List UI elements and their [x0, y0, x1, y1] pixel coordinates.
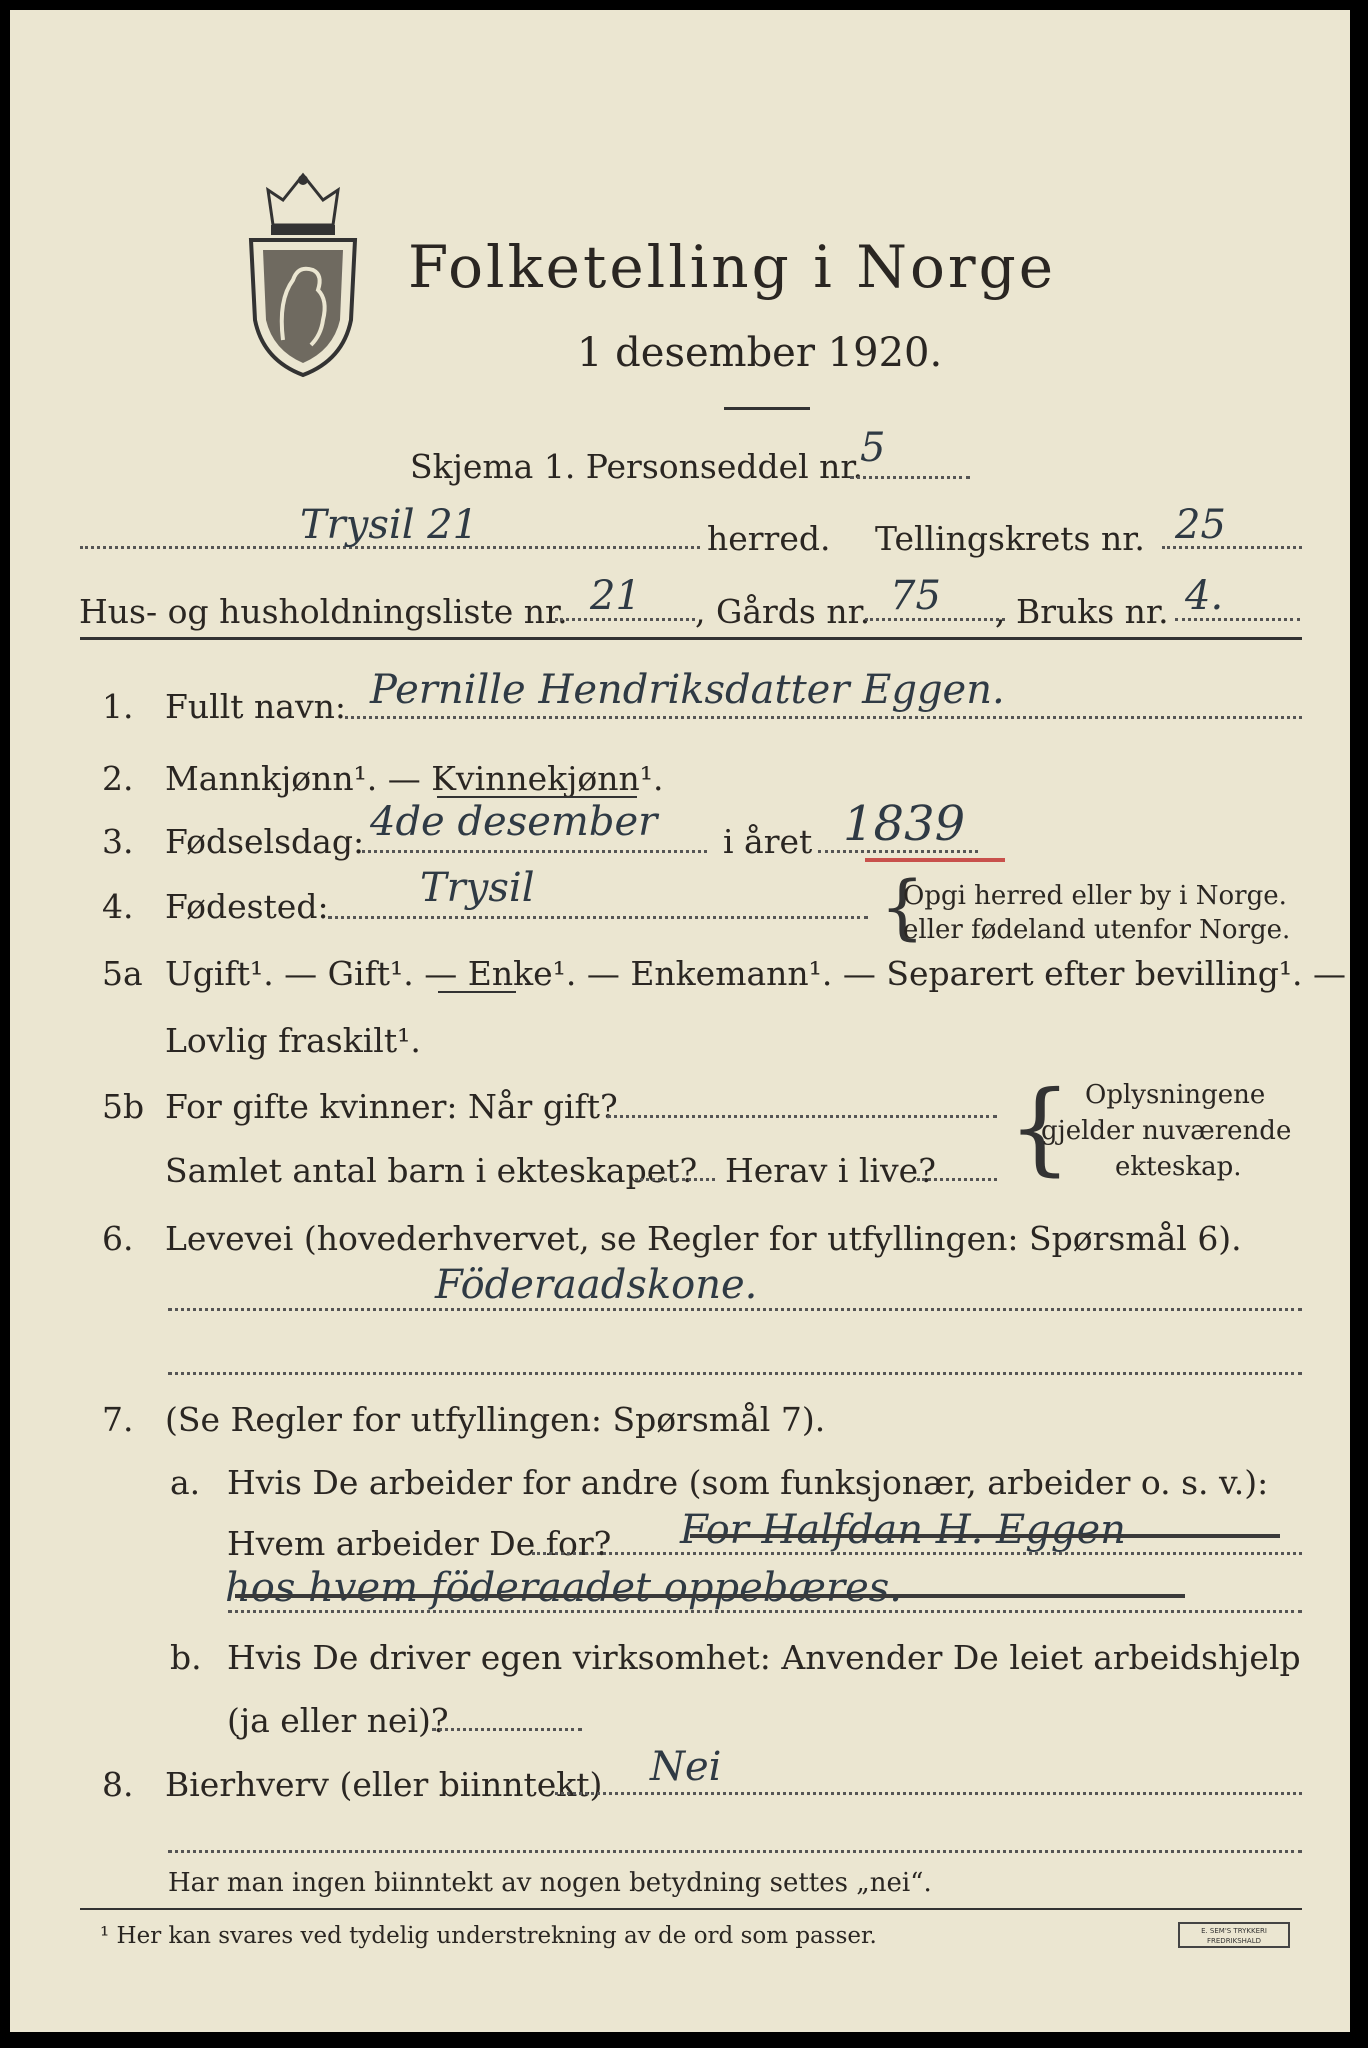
tellingskrets-label: Tellingskrets nr.	[875, 519, 1145, 558]
q5a-marital-options: Ugift¹. — Gift¹. — Enke¹. — Enkemann¹. — Separert efter bevilling¹. —	[165, 954, 1347, 993]
norway-coat-of-arms-icon	[243, 170, 363, 380]
q1-full-name-value: Pernille Hendriksdatter Eggen.	[370, 667, 1005, 713]
q7a-letter: a.	[170, 1463, 201, 1502]
bruks-label: , Bruks nr.	[995, 592, 1169, 631]
q1-label: Fullt navn:	[165, 687, 346, 726]
census-date: 1 desember 1920.	[577, 330, 943, 376]
q5b-note-line1: Oplysningene	[1085, 1080, 1266, 1110]
q8-number: 8.	[102, 1765, 134, 1804]
tellingskrets-value: 25	[1175, 502, 1226, 548]
q4-note-line1: Opgi herred eller by i Norge.	[903, 881, 1287, 911]
form-title: Folketelling i Norge	[408, 233, 1057, 301]
q3-number: 3.	[102, 822, 134, 861]
personseddel-nr-value: 5	[860, 425, 886, 471]
q4-birthplace-value: Trysil	[420, 865, 535, 911]
q5b-married-label: For gifte kvinner: Når gift?	[165, 1087, 618, 1126]
footnote: ¹ Her kan svares ved tydelig understrekning av de ord som passer.	[100, 1923, 877, 1949]
q2-number: 2.	[102, 759, 134, 798]
herred-label: herred.	[707, 519, 831, 558]
q8-label: Bierhverv (eller biinntekt)	[165, 1765, 603, 1804]
hus-label: Hus- og husholdningsliste nr.	[79, 592, 568, 631]
q7a-employer-value: For Halfdan H. Eggen	[680, 1507, 1126, 1553]
q2-selected-underline	[437, 796, 637, 798]
q7b-letter: b.	[170, 1638, 202, 1677]
title-divider	[724, 407, 810, 410]
q5b-number: 5b	[102, 1087, 145, 1126]
gards-label: , Gårds nr.	[695, 592, 871, 631]
q4-brace: {	[880, 866, 925, 948]
q3-birth-year-value: 1839	[843, 796, 966, 852]
q3-year-label: i året	[723, 822, 813, 861]
q4-note-line2: eller fødeland utenfor Norge.	[903, 915, 1291, 945]
q6-occupation-value: Föderaadskone.	[435, 1262, 758, 1308]
q7b-question: Hvis De driver egen virksomhet: Anvender De leiet arbeidshjelp	[227, 1638, 1301, 1677]
q7-label: (Se Regler for utfyllingen: Spørsmål 7).	[165, 1400, 826, 1439]
q5b-alive-label: Herav i live?	[725, 1151, 936, 1190]
q7a-employer-value-line2: hos hvem föderaadet oppebæres.	[225, 1565, 903, 1611]
q3-birthday-value: 4de desember	[370, 799, 658, 845]
q7a-question: Hvis De arbeider for andre (som funksjonær, arbeider o. s. v.):	[227, 1463, 1269, 1502]
q5a-marital-options-line2: Lovlig fraskilt¹.	[165, 1021, 421, 1060]
bruks-value: 4.	[1185, 573, 1224, 619]
herred-value: Trysil 21	[300, 502, 479, 548]
census-form	[10, 10, 1350, 2032]
q6-label: Levevei (hovederhvervet, se Regler for utfyllingen: Spørsmål 6).	[165, 1219, 1242, 1258]
gards-value: 75	[890, 573, 941, 619]
q7a-strikethrough-1	[690, 1534, 1280, 1538]
red-pencil-mark	[865, 858, 1005, 862]
q5a-selected-underline	[438, 991, 516, 993]
skjema-label: Skjema 1. Personseddel nr.	[410, 447, 864, 486]
q3-label: Fødselsdag:	[165, 822, 365, 861]
q7-number: 7.	[102, 1400, 134, 1439]
q1-number: 1.	[102, 687, 134, 726]
footer-divider	[80, 1908, 1302, 1910]
q5b-children-label: Samlet antal barn i ekteskapet?	[165, 1151, 698, 1190]
printer-stamp	[1178, 1922, 1290, 1948]
printer-stamp-text: E. SEM'S TRYKKERI FREDRIKSHALD	[1201, 1927, 1267, 1945]
q8-value: Nei	[650, 1744, 722, 1790]
q6-number: 6.	[102, 1219, 134, 1258]
q5a-number: 5a	[102, 954, 143, 993]
q4-label: Fødested:	[165, 887, 329, 926]
hus-value: 21	[590, 573, 641, 619]
q7b-answer-label: (ja eller nei)?	[227, 1701, 449, 1740]
q7a-strikethrough-2	[235, 1594, 1185, 1598]
q4-number: 4.	[102, 887, 134, 926]
q5b-note-line2: gjelder nuværende	[1041, 1116, 1292, 1146]
footer-note: Har man ingen biinntekt av nogen betydning settes „nei“.	[168, 1868, 932, 1898]
q5b-note-line3: ekteskap.	[1115, 1152, 1242, 1182]
section-divider	[80, 637, 1302, 640]
q5b-brace: {	[1008, 1069, 1072, 1186]
q2-sex-options: Mannkjønn¹. — Kvinnekjønn¹.	[165, 759, 664, 798]
q7a-employer-label: Hvem arbeider De for?	[227, 1524, 612, 1563]
